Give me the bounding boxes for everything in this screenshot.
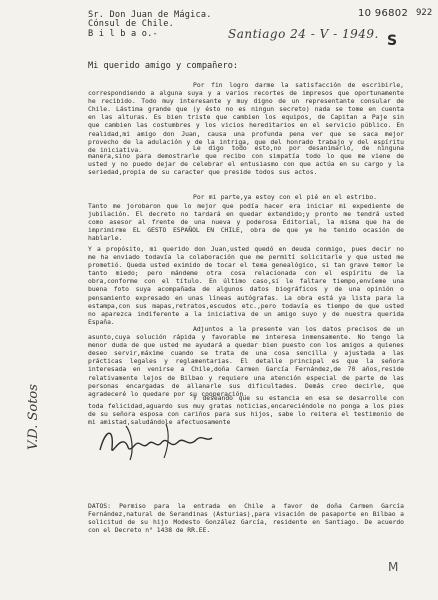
- greeting: Mi querido amigo y compañero:: [88, 61, 239, 71]
- datos-section: DATOS: Permiso para la entrada en Chile a favor de doña Carmen García Fernández,natural de Serandinas (Asturias),para visación de pasaporte en Bilbao a solicitud de su hijo Modesto González García, residente en Santiago. De acuerdo con el Decreto n° 1438 de RR.EE.: [88, 503, 404, 535]
- corner-mark: S: [387, 33, 398, 49]
- handwritten-date: Santiago 24 - V - 1949.: [228, 27, 379, 41]
- paragraph-3-opening: Por mi parte,ya estoy con el pié en el estribo.: [193, 194, 378, 201]
- bottom-mark: M: [388, 560, 399, 574]
- recipient-city: B i l b a o.-: [88, 29, 158, 39]
- paragraph-4: Y a propósito, mi querido don Juan,usted quedó en deuda conmigo, pues decir no me ha enviado todavía la colaboración que me permití solicitarle y que usted me prometió. Queda usted eximido de tocar el tema genealógico, si tan grave temor le tanto miedo; pero mándeme otra cosa relacionada con el espíritu de la obra,conforme con el título. En último caso,si le faltare tiempo,envíeme una buena foto suya acompañada de algunos datos biográficos y de una opinión o pensamiento expresado en unas líneas autógrafas. La obra está ya lista para la estampa,con sus mapas,retratos,escudos etc.,pero todavía es tiempo de que usted no aparezca indiferente a la iniciativa de un amigo suyo y de nuestra querida España.: [88, 246, 404, 326]
- recipient-name: Sr. Don Juan de Mágica.: [88, 10, 212, 20]
- margin-handwritten-note: V.D. Sotos: [26, 384, 41, 450]
- page-number: 922: [416, 8, 433, 18]
- paragraph-5: Adjuntos a la presente van los datos precisos de un asunto,cuya solución rápida y favorable me interesa inmensamente. No tengo la menor duda de que usted me ayudará a quedar bien puesto con los amigos a quienes deseo servir,máxime cuando se trata de una cosa sencilla y ajustada a las prácticas legales y reglamentarias. El detalle principal es que la señora interesada en venirse a Chile,doña Carmen García Fernández,de 70 años,reside relativamente lejos de Bilbao y requiere una atención especial de parte de las personas encargadas de allanarle sus dificultades. Demás creo decirle, que agradeceré lo quedare por su cooperación.: [88, 326, 404, 398]
- paragraph-3-body: Tanto me jorobaron que lo mejor que podía hacer era iniciar mi expediente de jubilación. El decreto no tardará en quedar extendido;y pronto me tendrá usted como asesor al frente de una nueva y poderosa Editorial, la misma que ha de imprimirme EL GESTO ESPAÑOL EN CHILE, obra de que ye he tenido ocasión de hablarle.: [88, 203, 404, 243]
- recipient-title: Cónsul de Chile.: [88, 19, 174, 29]
- paragraph-2: Le digo todo esto,no por desanimarlo, de ninguna manera,sino para demostrarle que recibo con simpatía todo lo que me viene de usted y no puedo dejar de celebrar el entusiasmo con que actúa en su cargo y la seriedad,propia de su caracter que preside todos sus actos.: [88, 145, 404, 177]
- handwritten-signature: [96, 420, 216, 462]
- catalog-number: 10 96802: [358, 8, 409, 19]
- paragraph-1: Por fin logro darme la satisfacción de escribirle, correspondiendo a alguna suya y a varios recortes de impresos que oportunamente he recibido. Todo muy interesante y muy digno de un representante consular de Chile. Lástima grande que (y ésto no es ningun secreto) nada se tome en cuenta en las alturas. Es bien triste que cambien los equipos, de Capitan a Paje sin que cambien las costumbres y los vicios hereditarios en el servicio público. En realidad,mi amigo don Juan, causa una profunda pena ver que se saca mejor provecho de la adulación y de la intriga, que del honrado trabajo y del espíritu de iniciativa.: [88, 82, 404, 154]
- paragraph-6-closing: Y deseando que su estancia en esa se desarrolle con toda felicidad,aguardo sus muy gratas noticias,encareciéndole no ponga a los pies de su señora esposa con cariños para sus hijos, sabe lo reitera el testimonio de mi amistad,saludándole afectuosamente: [88, 395, 404, 427]
